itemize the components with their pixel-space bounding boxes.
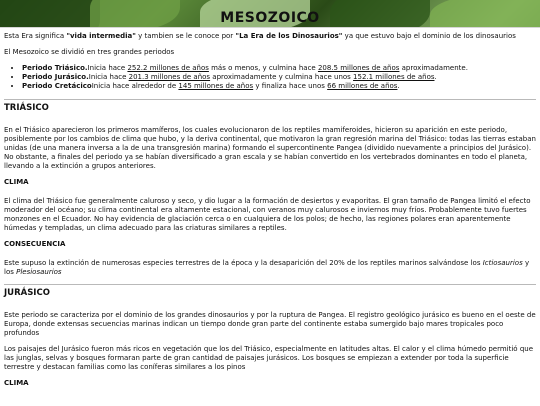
list-item (22, 73, 536, 82)
divider (4, 284, 536, 285)
period-start: 201.3 millones de años (128, 73, 211, 81)
intro-quote-1: "vida intermedia" (66, 32, 136, 40)
period-name: Periodo Cretácico (22, 82, 92, 90)
period-text: . (397, 82, 400, 90)
page-title: MESOZOICO (220, 10, 320, 26)
list-item (22, 82, 536, 91)
intro-text: ya que estuvo bajo el dominio de los dinosaurios (342, 32, 516, 40)
consecuencia-paragraph (4, 259, 536, 277)
period-text: más o menos, y culmina hace (208, 64, 318, 72)
periods-intro: El Mesozoico se dividió en tres grandes periodos (4, 48, 175, 56)
period-text: y finaliza hace unos (253, 82, 328, 90)
period-text: Inicia hace (88, 73, 129, 81)
intro-quote-2: "La Era de los Dinosaurios" (235, 32, 343, 40)
period-text: Inicia hace (87, 64, 128, 72)
section-heading-triasico: TRIÁSICO (4, 103, 49, 113)
subheading-clima: CLIMA (4, 178, 29, 186)
period-start: 145 millones de años (178, 82, 254, 90)
consecuencia-text: y los (4, 259, 530, 276)
consecuencia-taxon-2: Plesiosaurios (16, 268, 62, 276)
triasico-clima-paragraph: El clima del Triásico fue generalmente caluroso y seco, y dio lugar a la formación de desiertos y evaporitas. El gran tamaño de Pangea limitó el efecto moderador del océano; su clima continental era altamente estacional, con veranos muy calurosos e inviernos muy fríos. Probablemente tuvo fuertes monzones en el Ecuador. No hay evidencia de glaciación cerca o en cualquiera de los polos; de hecho, las regiones polares eran aparentemente húmedas y templadas, un clima adecuado para las criaturas similares a reptiles. (4, 197, 531, 232)
section-heading-jurasico: JURÁSICO (4, 288, 50, 298)
period-end: 66 millones de años (327, 82, 398, 90)
subheading-clima-jurasico: CLIMA (4, 379, 29, 387)
period-text: Inicia hace alrededor de (91, 82, 179, 90)
intro-paragraph (4, 32, 536, 41)
consecuencia-text: Este supuso la extinción de numerosas especies terrestres de la época y la desaparición del 20% de los reptiles marinos salvándose los (4, 259, 483, 267)
intro-text: y tambien se le conoce por (135, 32, 236, 40)
period-end: 208.5 millones de años (317, 64, 400, 72)
jurasico-paragraph-2: Los paisajes del Jurásico fueron más ricos en vegetación que los del Triásico, especialmente en latitudes altas. El calor y el clima húmedo permitió que las junglas, selvas y bosques formaran parte de gran cantidad de paisajes jurásicos. Los bosques se empiezan a extender por toda la superficie terrestre y destacan familias como las coníferas similares a los pinos (4, 345, 534, 371)
period-name: Periodo Jurásico. (22, 73, 89, 81)
period-text: . (434, 73, 437, 81)
divider (4, 99, 536, 100)
period-text: aproximadamente. (399, 64, 468, 72)
triasico-paragraph: En el Triásico aparecieron los primeros mamíferos, los cuales evolucionaron de los reptiles mamiferoides, hicieron su aparición en este periodo, posiblemente por los cambios de clima que hubo, y la deriva continental, que motivaron la gran regresión marina del Triásico: todas las tierras estaban unidas (de una manera inversa a la de una transgresión marina) formando el supercontinente Pangea (dividido nuevamente a principios del Jurásico). No obstante, a finales del periodo ya se habían diversificado a gran escala y se habían convertido en los vertebrados dominantes en todo el planeta, llevando a la extinción a grupos anteriores. (4, 126, 536, 170)
period-name: Periodo Triásico. (22, 64, 88, 72)
subheading-consecuencia: CONSECUENCIA (4, 240, 66, 248)
article (0, 28, 540, 388)
period-text: aproximadamente y culmina hace unos (210, 73, 354, 81)
jurasico-paragraph-1: Este periodo se caracteriza por el dominio de los grandes dinosaurios y por la ruptura de Pangea. El registro geológico jurásico es bueno en el oeste de Europa, donde extensas secuencias marinas indican un tiempo donde gran parte del continente estaba sumergido bajo mares tropicales poco profundos (4, 311, 536, 337)
content-panel (0, 27, 540, 406)
periods-list (4, 64, 536, 91)
period-end: 152.1 millones de años (353, 73, 435, 81)
period-start: 252.2 millones de años (127, 64, 209, 72)
consecuencia-taxon-1: Ictiosaurios (482, 259, 523, 267)
intro-text: Esta Era significa (4, 32, 67, 40)
list-item (22, 64, 536, 73)
